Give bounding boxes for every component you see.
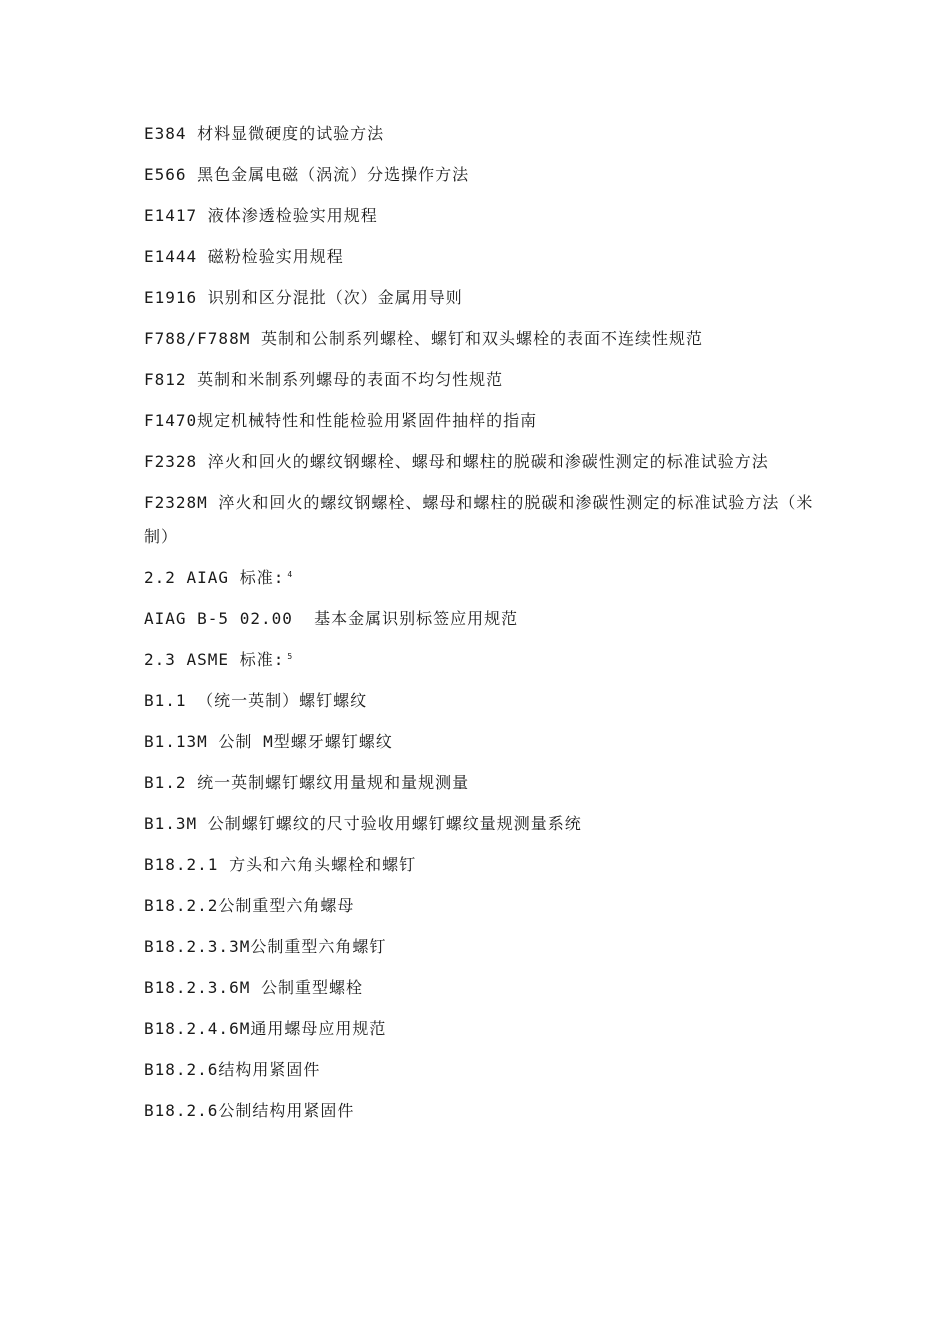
standard-line-b18-2-3-3m: B18.2.3.3M公制重型六角螺钉	[144, 937, 387, 956]
standard-line-b18-2-3-6m: B18.2.3.6M 公制重型螺栓	[144, 978, 363, 997]
standard-line-f2328m: F2328M 淬火和回火的螺纹钢螺栓、螺母和螺柱的脱碳和渗碳性测定的标准试验方法（米制）	[144, 493, 814, 546]
standard-line-b18-2-4-6m: B18.2.4.6M通用螺母应用规范	[144, 1019, 387, 1038]
section-heading-aiag-text: 2.2 AIAG 标准:	[144, 568, 285, 587]
standard-line-b18-2-6: B18.2.6结构用紧固件	[144, 1060, 321, 1079]
footnote-marker-aiag: 4	[287, 569, 294, 579]
standard-line-f1470: F1470规定机械特性和性能检验用紧固件抽样的指南	[144, 411, 538, 430]
standard-line-e384: E384 材料显微硬度的试验方法	[144, 124, 385, 143]
standard-line-aiag-b5: AIAG B-5 02.00 基本金属识别标签应用规范	[144, 609, 519, 628]
standard-line-b18-2-6-metric: B18.2.6公制结构用紧固件	[144, 1101, 355, 1120]
standard-line-f788: F788/F788M 英制和公制系列螺栓、螺钉和双头螺栓的表面不连续性规范	[144, 329, 703, 348]
standard-line-e1417: E1417 液体渗透检验实用规程	[144, 206, 378, 225]
standard-line-b1-3m: B1.3M 公制螺钉螺纹的尺寸验收用螺钉螺纹量规测量系统	[144, 814, 582, 833]
standard-line-b18-2-2: B18.2.2公制重型六角螺母	[144, 896, 355, 915]
standard-line-b1-13m: B1.13M 公制 M型螺牙螺钉螺纹	[144, 732, 393, 751]
section-heading-asme	[144, 648, 814, 672]
standard-line-f2328: F2328 淬火和回火的螺纹钢螺栓、螺母和螺柱的脱碳和渗碳性测定的标准试验方法	[144, 452, 769, 471]
standard-line-e566: E566 黑色金属电磁（涡流）分选操作方法	[144, 165, 470, 184]
section-heading-asme-text: 2.3 ASME 标准:	[144, 650, 285, 669]
standard-line-e1444: E1444 磁粉检验实用规程	[144, 247, 344, 266]
footnote-marker-asme: 5	[287, 651, 294, 661]
standard-line-b1-1: B1.1 （统一英制）螺钉螺纹	[144, 691, 368, 710]
standard-line-e1916: E1916 识别和区分混批（次）金属用导则	[144, 288, 463, 307]
standard-line-b18-2-1: B18.2.1 方头和六角头螺栓和螺钉	[144, 855, 417, 874]
standard-line-f812: F812 英制和米制系列螺母的表面不均匀性规范	[144, 370, 504, 389]
section-heading-aiag	[144, 566, 814, 590]
standards-list	[144, 122, 814, 1140]
standard-line-b1-2: B1.2 统一英制螺钉螺纹用量规和量规测量	[144, 773, 470, 792]
